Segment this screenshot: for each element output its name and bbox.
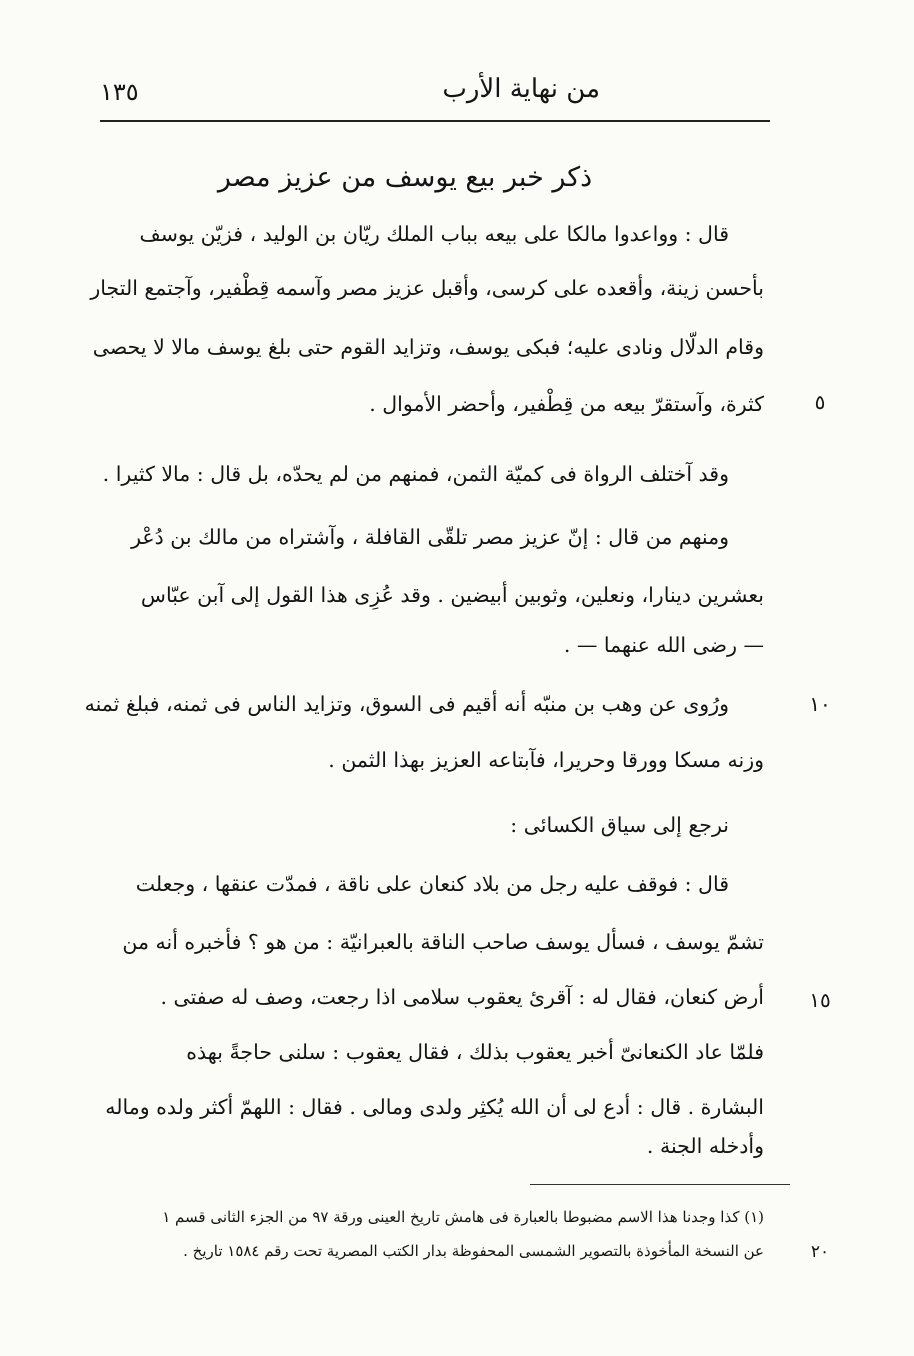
section-title: ذكر خبر بيع يوسف من عزيز مصر — [217, 162, 593, 193]
line-number: ١٠ — [809, 692, 831, 716]
text-line: وقام الدلّال ونادى عليه؛ فبكى يوسف، وتزايد القوم حتى بلغ يوسف مالا لا يحصى — [92, 335, 764, 359]
text-line: قال : وواعدوا مالكا على بيعه بباب الملك ريّان بن الوليد ، فزيّن يوسف — [139, 222, 729, 246]
text-line: ورُوى عن وهب بن منبّه أنه أقيم فى السوق، وتزايد الناس فى ثمنه، فبلغ ثمنه — [84, 692, 729, 716]
footnote-line: (١) كذا وجدنا هذا الاسم مضبوطا بالعبارة فى هامش تاريخ العينى ورقة ٩٧ من الجزء الثانى قسم ١ — [162, 1208, 764, 1226]
text-line: — رضى الله عنهما — . — [563, 633, 764, 657]
running-title: من نهاية الأرب — [442, 74, 600, 104]
page-header — [100, 66, 770, 118]
text-line: بعشرين دينارا، ونعلين، وثوبين أبيضين . وقد عُزِى هذا القول إلى آبن عبّاس — [140, 583, 764, 607]
text-line: ومنهم من قال : إنّ عزيز مصر تلقّى القافلة ، وآشتراه من مالك بن دُعْر — [131, 525, 729, 549]
line-number: ٥ — [814, 390, 826, 414]
footnote-line: عن النسخة المأخوذة بالتصوير الشمسى المحفوظة بدار الكتب المصرية تحت رقم ١٥٨٤ تاريخ . — [183, 1242, 764, 1260]
text-line: كثرة، وآستقرّ بيعه من قِطْفير، وأحضر الأموال . — [369, 392, 764, 416]
page-number: ١٣٥ — [100, 78, 139, 106]
text-line: قال : فوقف عليه رجل من بلاد كنعان على ناقة ، فمدّت عنقها ، وجعلت — [135, 872, 729, 896]
text-line: وقد آختلف الرواة فى كميّة الثمن، فمنهم من لم يحدّه، بل قال : مالا كثيرا . — [102, 462, 729, 486]
text-line: نرجع إلى سياق الكسائى : — [510, 813, 729, 837]
footnote-rule — [530, 1184, 790, 1185]
text-line: وأدخله الجنة . — [646, 1134, 764, 1158]
text-line: وزنه مسكا وورقا وحريرا، فآبتاعه العزيز بهذا الثمن . — [328, 748, 764, 772]
line-number: ١٥ — [809, 988, 831, 1012]
line-number: ٢٠ — [810, 1242, 830, 1262]
text-line: البشارة . قال : أدع لى أن الله يُكثِر ولدى ومالى . فقال : اللهمّ أكثر ولده وماله — [105, 1095, 764, 1119]
text-line: فلمّا عاد الكنعانىّ أخبر يعقوب بذلك ، فقال يعقوب : سلنى حاجةً بهذه — [186, 1040, 764, 1064]
text-line: بأحسن زينة، وأقعده على كرسى، وأقبل عزيز مصر وآسمه قِطْفير، وآجتمع التجار — [90, 276, 764, 300]
text-line: أرض كنعان، فقال له : آقرئ يعقوب سلامى اذا رجعت، وصف له صفتى . — [160, 985, 764, 1009]
header-rule — [100, 120, 770, 122]
text-line: تشمّ يوسف ، فسأل يوسف صاحب الناقة بالعبرانيّة : من هو ؟ فأخبره أنه من — [122, 930, 764, 954]
